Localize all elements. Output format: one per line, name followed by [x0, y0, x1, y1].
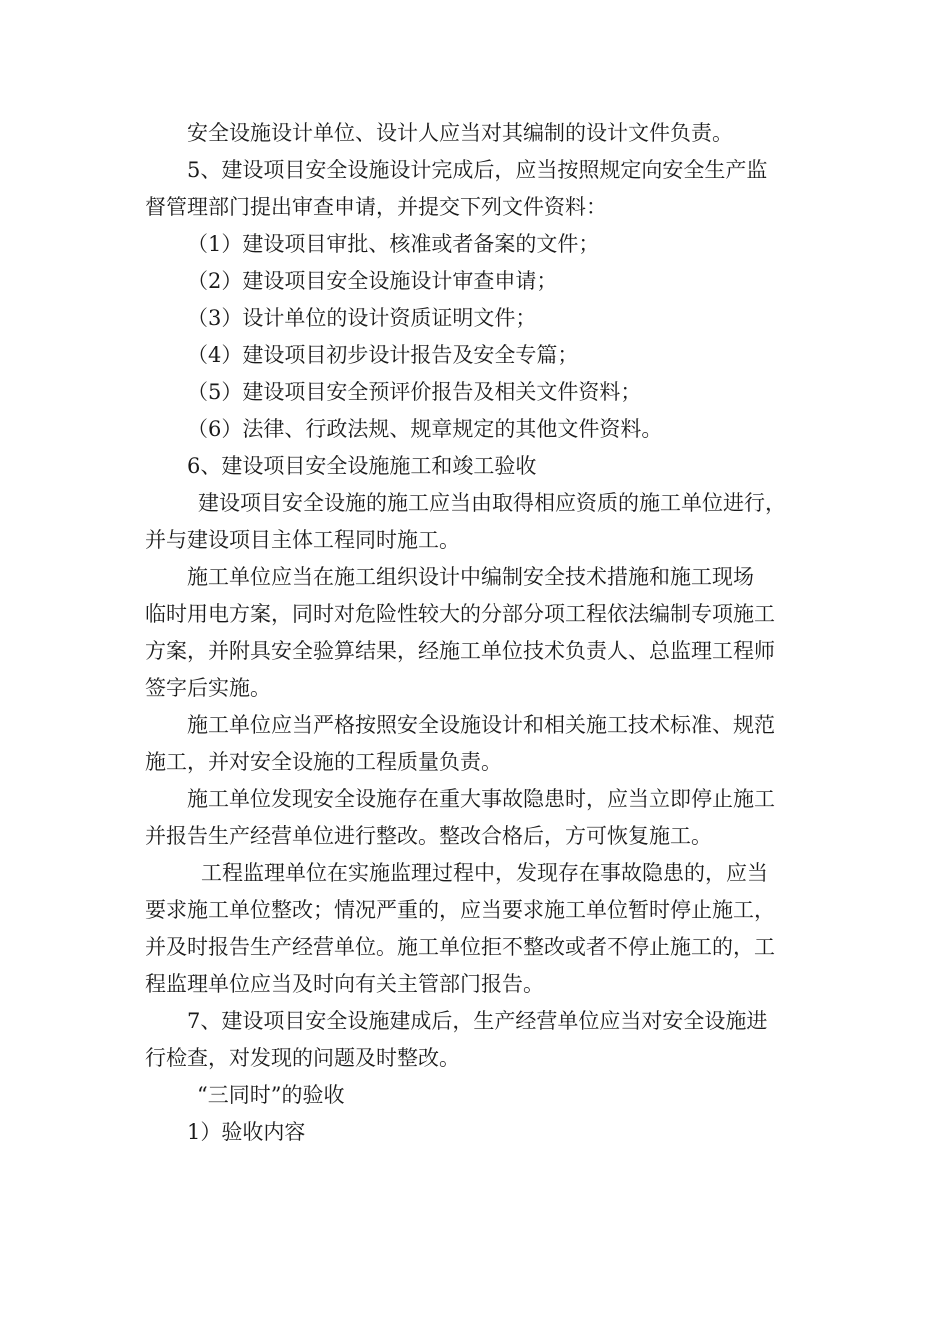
list-item: （5）建设项目安全预评价报告及相关文件资料；: [187, 380, 642, 404]
list-item: （2）建设项目安全设施设计审查申请；: [187, 269, 558, 293]
document-body: [145, 115, 817, 1151]
paragraph-item-5: 5、建设项目安全设施设计完成后，应当按照规定向安全生产监 督管理部门提出审查申请，并提交下列文件资料：: [145, 158, 768, 219]
list-item: （6）法律、行政法规、规章规定的其他文件资料。: [187, 417, 663, 441]
paragraph-construction-plan: 施工单位应当在施工组织设计中编制安全技术措施和施工现场 临时用电方案，同时对危险性较大的分部分项工程依法编制专项施工 方案，并附具安全验算结果，经施工单位技术负责人、总监理工程师 签字后实施。: [145, 565, 775, 700]
paragraph-construction-unit: 建设项目安全设施的施工应当由取得相应资质的施工单位进行， 并与建设项目主体工程同时施工。: [145, 491, 786, 552]
list-item: （3）设计单位的设计资质证明文件；: [187, 306, 537, 330]
section-heading-three-simultaneous: “三同时”的验收: [197, 1083, 345, 1107]
paragraph-item-7: 7、建设项目安全设施建成后，生产经营单位应当对安全设施进 行检查，对发现的问题及时整改。: [145, 1009, 768, 1070]
paragraph-supervision: 工程监理单位在实施监理过程中，发现存在事故隐患的，应当 要求施工单位整改；情况严重的，应当要求施工单位暂时停止施工， 并及时报告生产经营单位。施工单位拒不整改或者不停止施工的，工 程监理单位应当及时向有关主管部门报告。: [145, 861, 775, 996]
list-item: （4）建设项目初步设计报告及安全专篇；: [187, 343, 579, 367]
subheading-acceptance-content: 1）验收内容: [187, 1120, 306, 1144]
paragraph-hazard-stop: 施工单位发现安全设施存在重大事故隐患时，应当立即停止施工 并报告生产经营单位进行整改。整改合格后，方可恢复施工。: [145, 787, 775, 848]
paragraph-construction-standards: 施工单位应当严格按照安全设施设计和相关施工技术标准、规范 施工，并对安全设施的工程质量负责。: [145, 713, 775, 774]
section-heading-6: 6、建设项目安全设施施工和竣工验收: [187, 454, 537, 478]
list-item: （1）建设项目审批、核准或者备案的文件；: [187, 232, 600, 256]
paragraph-design-responsibility: 安全设施设计单位、设计人应当对其编制的设计文件负责。: [187, 121, 733, 145]
